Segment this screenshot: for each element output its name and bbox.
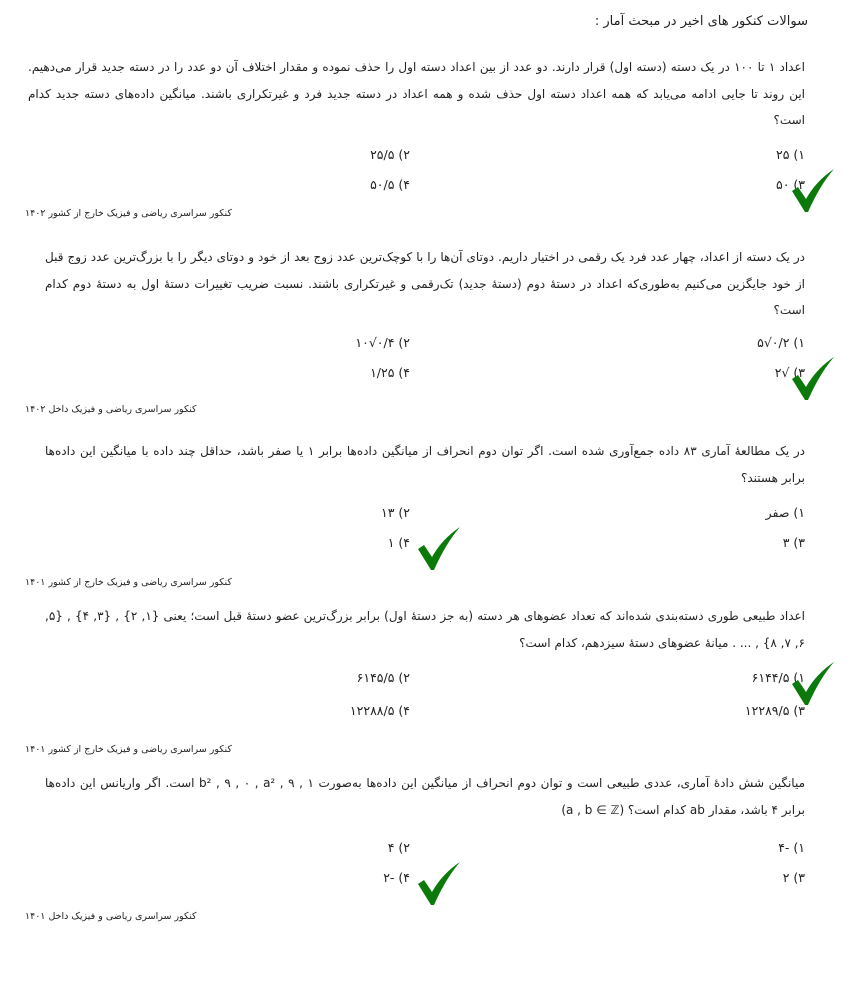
checkmark-icon [416, 860, 462, 906]
question-text: در یک مطالعهٔ آماری ۸۳ داده جمع‌آوری شده است. اگر توان دوم انحراف از میانگین داده‌ها برابر ۱ یا صفر باشد، حداقل چند داده با میانگین این داده‌ها برابر هستند؟ [45, 444, 805, 485]
checkmark-icon [790, 355, 836, 401]
question-text: اعداد ۱ تا ۱۰۰ در یک دسته (دسته اول) قرار دارند. دو عدد از بین اعداد دسته اول را حذف نموده و مقدار اختلاف آن دو عدد را در دسته جدید قرار می‌دهیم. این روند تا جایی ادامه می‌یابد که همه اعداد دسته اول حذف شده و همه اعداد در دسته جدید فرد و غیرتکراری باشند. میانگین داده‌های دسته جدید کدام است؟ [28, 60, 805, 127]
question-text: میانگین شش دادهٔ آماری، عددی طبیعی است و توان دوم انحراف از میانگین این داده‌ها به‌صورت ۱ , b² , ۹ , ۰ , a² , ۹ است. اگر واریانس این داده‌ها برابر ۴ باشد، مقدار ab کدام است؟ (a , b ∈ ℤ) [45, 776, 805, 817]
option-4[interactable]: ۴) ۱ [387, 535, 410, 550]
option-1[interactable]: ۱) ۶۱۴۴/۵ [751, 670, 805, 685]
option-2[interactable]: ۲) ۲۵/۵ [370, 147, 410, 162]
option-2[interactable]: ۲) ۶۱۴۵/۵ [356, 670, 410, 685]
option-3[interactable]: ۳) ۳ [782, 535, 805, 550]
option-1[interactable]: ۱) ۲۵ [775, 147, 805, 162]
option-1[interactable]: ۱) ۰/۲√۵ [757, 335, 805, 350]
option-4[interactable]: ۴) -۲ [383, 870, 410, 885]
question-text: در یک دسته از اعداد، چهار عدد فرد یک رقمی در اختیار داریم. دوتای آن‌ها را با کوچک‌ترین عدد زوج بعد از خود و دوتای دیگر را با بزرگ‌ترین عدد زوج قبل از خود جایگزین می‌کنیم به‌طوری‌که اعداد در دستهٔ دوم (دستهٔ جدید) تک‌رقمی و غیرتکراری باشند. نسبت ضریب تغییرات دستهٔ اول به دستهٔ دوم کدام است؟ [45, 250, 805, 317]
question-source: کنکور سراسری ریاضی و فیزیک خارج از کشور ۱۴۰۱ [25, 577, 232, 588]
option-3[interactable]: ۳) ۲ [782, 870, 805, 885]
question-source: کنکور سراسری ریاضی و فیزیک خارج از کشور ۱۴۰۲ [25, 208, 232, 219]
option-4[interactable]: ۴) ۱/۲۵ [370, 365, 410, 380]
page-title: سوالات کنکور های اخیر در مبحث آمار : [594, 14, 808, 29]
option-3[interactable]: ۳) √۲ [774, 365, 805, 380]
option-1[interactable]: ۱) صفر [765, 505, 805, 520]
question-source: کنکور سراسری ریاضی و فیزیک خارج از کشور ۱۴۰۱ [25, 744, 232, 755]
option-3[interactable]: ۳) ۵۰ [775, 177, 805, 192]
option-4[interactable]: ۴) ۱۲۲۸۸/۵ [349, 703, 410, 718]
option-4[interactable]: ۴) ۵۰/۵ [370, 177, 410, 192]
question-text: اعداد طبیعی طوری دسته‌بندی شده‌اند که تعداد عضوهای هر دسته (به جز دستهٔ اول) برابر بزرگ‌ترین عضو دستهٔ قبل است؛ یعنی {۱, ۲} , {۳, ۴} , {۵, ۶, ۷, ۸} , ... . میانهٔ عضوهای دستهٔ سیزدهم، کدام است؟ [45, 609, 805, 650]
option-2[interactable]: ۲) ۱۳ [380, 505, 410, 520]
checkmark-icon [416, 525, 462, 571]
question-source: کنکور سراسری ریاضی و فیزیک داخل ۱۴۰۲ [25, 404, 197, 415]
option-1[interactable]: ۱) -۴ [778, 840, 805, 855]
checkmark-icon [790, 660, 836, 706]
option-3[interactable]: ۳) ۱۲۲۸۹/۵ [744, 703, 805, 718]
question-source: کنکور سراسری ریاضی و فیزیک داخل ۱۴۰۱ [25, 911, 197, 922]
option-2[interactable]: ۲) ۰/۴√۱۰ [355, 335, 410, 350]
checkmark-icon [790, 167, 836, 213]
option-2[interactable]: ۲) ۴ [387, 840, 410, 855]
